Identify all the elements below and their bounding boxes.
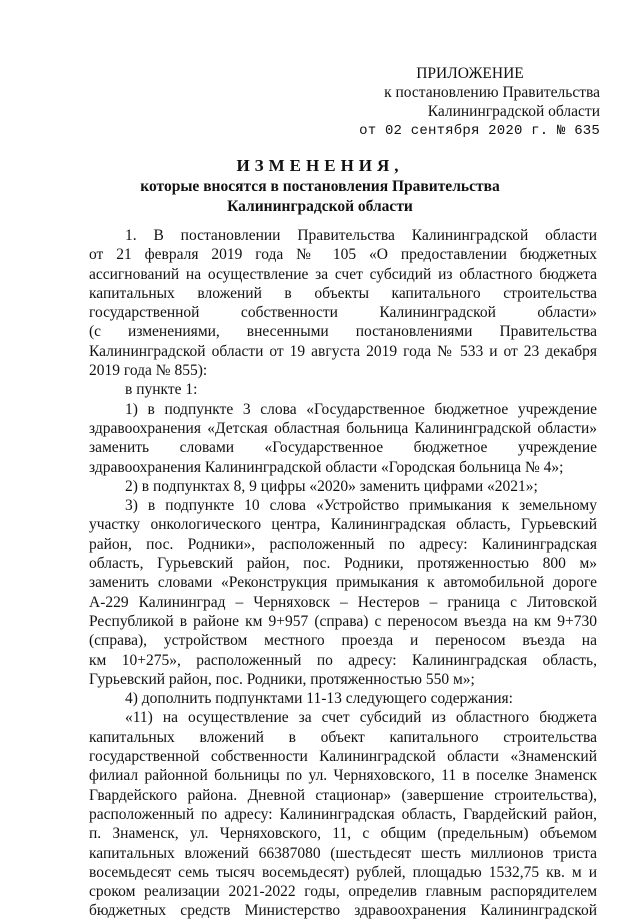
body-line: Гурьевский район, пос. Родники, протяженностью 550 м»; xyxy=(89,670,475,688)
body-line: капитальных вложений 66387080 (шестьдесят шесть миллионов триста xyxy=(89,844,597,862)
body-line: восемьдесят семь тысяч восемьдесят) рублей, площадью 1532,75 кв. м и xyxy=(89,863,597,881)
body-line: Республикой в районе км 9+957 (справа) с переносом въезда на км 9+730 xyxy=(89,612,597,630)
document-heading xyxy=(80,155,560,217)
body-line: (справа), устройством местного проезда и переносом въезда на xyxy=(89,632,597,650)
body-line: расположенный по адресу: Калининградская область, Гвардейский район, xyxy=(89,805,597,823)
body-line: 1. В постановлении Правительства Калининградской области xyxy=(125,227,597,244)
body-line: км 10+275», расположенный по адресу: Калининградская область, xyxy=(89,651,597,669)
body-line: от 21 февраля 2019 года № 105 «О предоставлении бюджетных xyxy=(89,246,597,264)
body-line: 2) в подпунктах 8, 9 цифры «2020» заменить цифрами «2021»; xyxy=(125,477,538,495)
body-line: государственной собственности Калининградской области» xyxy=(89,304,597,322)
body-line: здравоохранения Калининградской области «Городская больница № 4»; xyxy=(89,458,564,476)
body-line: «11) на осуществление за счет субсидий из областного бюджета xyxy=(125,709,597,727)
body-line: район, пос. Родники», расположенный по адресу: Калининградская xyxy=(89,535,597,553)
body-line: в пункте 1: xyxy=(125,381,198,399)
body-line: заменить словами «Государственное бюджетное учреждение xyxy=(89,439,597,457)
appendix-line-resolution: к постановлению Правительства xyxy=(384,84,600,101)
body-line: филиал районной больницы по ул. Черняховского, 11 в поселке Знаменск xyxy=(89,767,597,785)
body-line: государственной собственности Калининградской области «Знаменский xyxy=(89,748,597,766)
body-line: Гвардейского района. Дневной стационар» (завершение строительства), xyxy=(89,786,597,804)
body-line: участку онкологического центра, Калининградская область, Гурьевский xyxy=(89,516,597,534)
appendix-line-date-number: от 02 сентября 2020 г. № 635 xyxy=(359,123,600,139)
heading-subtitle-1: которые вносятся в постановления Правительства xyxy=(140,178,500,195)
body-line: капитальных вложений в объекты капитального строительства xyxy=(89,284,597,302)
body-line: ассигнований на осуществление за счет субсидий из областного бюджета xyxy=(89,265,597,283)
document-body xyxy=(89,226,597,921)
body-line: бюджетных средств Министерство здравоохранения Калининградской xyxy=(89,902,597,920)
body-line: 1) в подпункте 3 слова «Государственное бюджетное учреждение xyxy=(125,400,597,418)
body-line: Калининградской области от 19 августа 2019 года № 533 и от 23 декабря xyxy=(89,342,597,360)
body-line: 2019 года № 855): xyxy=(89,362,208,380)
body-line: здравоохранения «Детская областная больница Калининградской области» xyxy=(89,419,597,437)
appendix-block xyxy=(340,64,600,141)
body-line: заменить словами «Реконструкция примыкания к автомобильной дороге xyxy=(89,574,597,592)
body-line: п. Знаменск, ул. Черняховского, 11, с общим (предельным) объемом xyxy=(89,825,597,843)
body-line: А-229 Калининград – Черняховск – Нестеров – граница с Литовской xyxy=(89,593,597,611)
heading-subtitle-2: Калининградской области xyxy=(227,198,413,215)
body-line: 4) дополнить подпунктами 11-13 следующего содержания: xyxy=(125,690,513,708)
body-line: 3) в подпункте 10 слова «Устройство примыкания к земельному xyxy=(125,497,597,515)
body-line: сроком реализации 2021-2022 годы, определив главным распорядителем xyxy=(89,883,597,901)
heading-title: ИЗМЕНЕНИЯ, xyxy=(236,156,404,175)
body-line: (с изменениями, внесенными постановлениями Правительства xyxy=(89,323,597,341)
body-line: капитальных вложений в объект капитального строительства xyxy=(89,728,597,746)
appendix-line-region: Калининградской области xyxy=(427,103,600,120)
body-line: область, Гурьевский район, пос. Родники, протяженностью 800 м» xyxy=(89,555,597,573)
appendix-title: ПРИЛОЖЕНИЕ xyxy=(416,65,524,82)
